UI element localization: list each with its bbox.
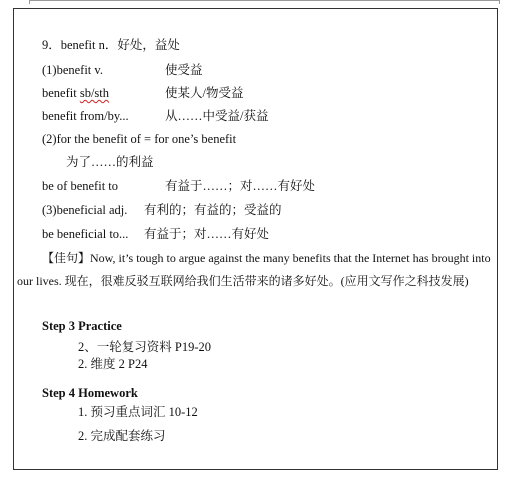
- top-rule: [29, 0, 500, 1]
- entry-row: [42, 178, 316, 194]
- entry-row: [42, 226, 270, 242]
- entry-row: [42, 85, 244, 101]
- step3-item: 2. 维度 2 P24: [78, 357, 148, 371]
- step4-item: 1. 预习重点词汇 10-12: [78, 405, 198, 419]
- entry-row-meaning: 使受益: [165, 63, 203, 77]
- top-corner-mark: [29, 0, 30, 4]
- entry-row-term: be beneficial to...: [42, 227, 129, 241]
- entry-row-term: (1)benefit v.: [42, 63, 103, 77]
- entry-row-term: benefit from/by...: [42, 109, 129, 123]
- entry-row: [42, 108, 269, 124]
- entry-row: [42, 62, 203, 78]
- entry-row-phrase-meaning: 为了……的利益: [66, 155, 154, 169]
- entry-row-meaning: 有益于……；对……有好处: [165, 179, 316, 193]
- entry-row-meaning: 有益于；对……有好处: [144, 227, 270, 241]
- top-corner-mark: [499, 0, 500, 4]
- example-sentence-line-1: 【佳句】Now, it’s tough to argue against the many benefits that the Internet has brought into: [42, 251, 491, 265]
- entry-row-term: (3)beneficial adj.: [42, 203, 128, 217]
- entry-heading: 9．benefit n．好处，益处: [42, 38, 180, 52]
- entry-row-phrase: (2)for the benefit of = for one’s benefit: [42, 132, 237, 146]
- step4-item: 2. 完成配套练习: [78, 429, 166, 443]
- step3-title: Step 3 Practice: [42, 319, 122, 333]
- entry-row-meaning: 使某人/物受益: [165, 86, 244, 100]
- example-sentence-line-2: our lives. 现在，很难反驳互联网给我们生活带来的诸多好处。(应用文写作之科技发展): [17, 274, 469, 288]
- entry-row-term: benefit sb/sth: [42, 86, 110, 100]
- entry-row-meaning: 从……中受益/获益: [165, 109, 269, 123]
- spellcheck-underlined-text: sb/sth: [79, 86, 110, 100]
- step4-title: Step 4 Homework: [42, 386, 138, 400]
- step3-item: 2、一轮复习资料 P19-20: [78, 340, 211, 354]
- entry-row-term: be of benefit to: [42, 179, 119, 193]
- entry-row: [42, 202, 282, 218]
- entry-row-meaning: 有利的；有益的；受益的: [144, 203, 282, 217]
